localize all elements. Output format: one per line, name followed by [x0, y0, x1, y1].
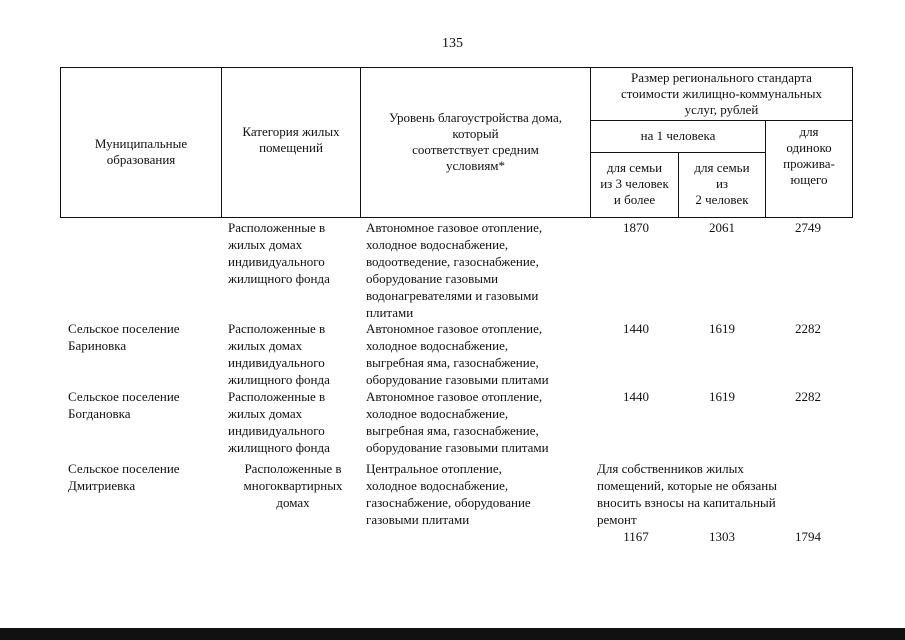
- row-note: Для собственников жилых помещений, которые не обязаны вносить взносы на капитальный ремонт: [597, 461, 777, 527]
- row-category: Расположенные в жилых домах индивидуального жилищного фонда: [228, 220, 330, 286]
- header-divider-1: [590, 120, 853, 121]
- row-value-family2: 1619: [709, 389, 735, 404]
- row-municipality: Сельское поселение Дмитриевка: [68, 461, 180, 493]
- header-vline-2: [360, 67, 361, 217]
- row-value-family2: 1619: [709, 321, 735, 336]
- row-value-single: 2749: [795, 220, 821, 235]
- row-level: Автономное газовое отопление, холодное водоснабжение, выгребная яма, газоснабжение, оборудование газовыми плитами: [366, 389, 549, 455]
- page-number: 135: [442, 36, 463, 51]
- row-value-family3: 1167: [623, 529, 649, 544]
- row-value-family2: 2061: [709, 220, 735, 235]
- header-vline-5: [765, 120, 766, 217]
- header-municipality: Муниципальные образования: [94, 136, 188, 167]
- row-level: Автономное газовое отопление, холодное водоснабжение, выгребная яма, газоснабжение, оборудование газовыми плитами: [366, 321, 549, 387]
- header-standard-size: Размер регионального стандарта стоимости жилищно-коммунальных услуг, рублей: [621, 70, 822, 117]
- row-value-family3: 1440: [623, 389, 649, 404]
- header-family2: для семьи из 2 человек: [694, 160, 750, 207]
- row-municipality: Сельское поселение Богдановка: [68, 389, 180, 421]
- row-level: Автономное газовое отопление, холодное водоснабжение, водоотведение, газоснабжение, оборудование газовыми водонагревателями и газовыми плитами: [366, 220, 543, 320]
- row-category: Расположенные в жилых домах индивидуального жилищного фонда: [228, 389, 330, 455]
- header-category: Категория жилых помещений: [242, 124, 340, 155]
- row-level: Центральное отопление, холодное водоснабжение, газоснабжение, оборудование газовыми плитами: [366, 461, 531, 527]
- row-value-family3: 1870: [623, 220, 649, 235]
- header-per-person: на 1 человека: [640, 128, 716, 143]
- row-category: Расположенные в жилых домах индивидуального жилищного фонда: [228, 321, 330, 387]
- header-level: Уровень благоустройства дома, который соответствует средним условиям*: [388, 110, 563, 173]
- header-family3: для семьи из 3 человек и более: [600, 160, 669, 207]
- header-vline-left: [60, 67, 61, 217]
- header-vline-4: [678, 152, 679, 217]
- header-vline-right: [852, 67, 853, 217]
- scan-bottom-edge: [0, 628, 905, 640]
- row-value-single: 1794: [795, 529, 821, 544]
- row-value-single: 2282: [795, 389, 821, 404]
- header-single: для одиноко прожива- ющего: [783, 124, 835, 187]
- header-vline-3: [590, 67, 591, 217]
- header-vline-1: [221, 67, 222, 217]
- table-top-border: [60, 67, 853, 68]
- row-municipality: Сельское поселение Бариновка: [68, 321, 180, 353]
- header-bottom-border: [60, 217, 853, 218]
- row-value-family3: 1440: [623, 321, 649, 336]
- row-value-family2: 1303: [709, 529, 735, 544]
- row-value-single: 2282: [795, 321, 821, 336]
- row-category: Расположенные в многоквартирных домах: [243, 461, 343, 510]
